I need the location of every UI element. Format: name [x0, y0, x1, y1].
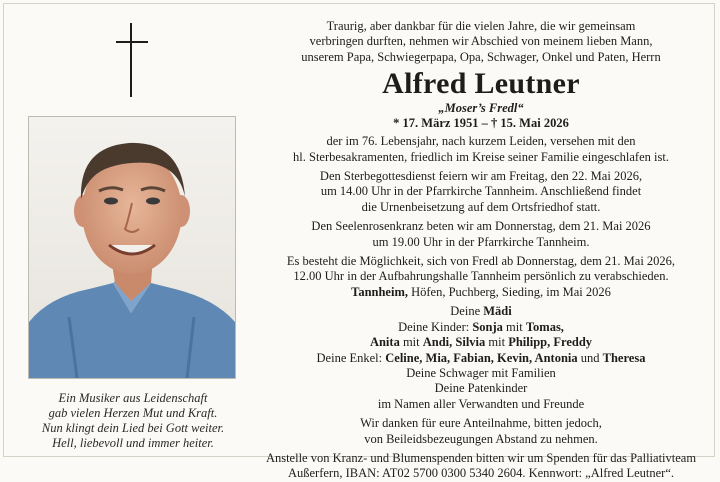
verse-line: Hell, liebevoll und immer heiter.: [52, 436, 214, 450]
grandchild-name: Theresa: [602, 350, 646, 365]
connector: und: [577, 350, 603, 365]
connector: mit: [399, 335, 423, 350]
partner-name: Andi,: [422, 335, 453, 350]
portrait-photo: [28, 116, 236, 379]
farewell-line: Es besteht die Möglichkeit, sich von Fredl ab Donnerstag, dem 21. Mai 2026,: [286, 254, 676, 269]
death-notice-line: hl. Sterbesakramenten, friedlich im Kreise seiner Familie eingeschlafen ist.: [293, 149, 669, 164]
deceased-name: Alfred Leutner: [382, 67, 580, 101]
rosary-line: Den Seelenrosenkranz beten wir am Donnerstag, dem 21. Mai 2026: [311, 219, 651, 234]
family-children: [244, 320, 718, 335]
place-rest: Höfen, Puchberg, Sieding, im Mai 2026: [407, 284, 611, 299]
death-notice-line: der im 76. Lebensjahr, nach kurzem Leiden, versehen mit den: [326, 134, 636, 149]
obituary-card: [3, 3, 715, 481]
farewell-line: 12.00 Uhr in der Aufbahrungshalle Tannheim persönlich zu verabschieden.: [293, 269, 669, 284]
obituary-text: [244, 19, 718, 482]
life-dates: * 17. März 1951 – † 15. Mai 2026: [393, 116, 569, 131]
family-relatives: im Namen aller Verwandten und Freunde: [377, 396, 585, 411]
memorial-verse: [18, 391, 248, 451]
verse-line: Ein Musiker aus Leidenschaft: [58, 391, 208, 405]
family-children: [244, 335, 718, 350]
rosary-line: um 19.00 Uhr in der Pfarrkirche Tannheim.: [372, 234, 590, 249]
child-name: Silvia: [455, 335, 486, 350]
label: Deine Enkel:: [316, 350, 386, 365]
closing-line: von Beileidsbezeugungen Abstand zu nehmen.: [364, 431, 598, 446]
partner-name: Tomas,: [525, 319, 564, 334]
connector: mit: [485, 335, 509, 350]
cross-icon: [116, 23, 148, 97]
child-name: Sonja: [472, 319, 503, 334]
nickname: „Moser’s Fredl“: [438, 101, 524, 116]
grandchildren-names: Celine, Mia, Fabian, Kevin, Antonia: [385, 350, 578, 365]
place-date: [244, 285, 718, 300]
partner-name: Philipp, Freddy: [508, 335, 593, 350]
donation-line: Anstelle von Kranz- und Blumenspenden bitten wir um Spenden für das Palliativteam: [265, 450, 697, 465]
verse-line: gab vielen Herzen Mut und Kraft.: [48, 406, 218, 420]
child-name: Anita: [369, 335, 400, 350]
intro-line: unserem Papa, Schwiegerpapa, Opa, Schwager, Onkel und Paten, Herrn: [301, 49, 661, 64]
funeral-line: Den Sterbegottesdienst feiern wir am Freitag, den 22. Mai 2026,: [319, 169, 643, 184]
label: Deine Kinder:: [398, 319, 473, 334]
place-bold: Tannheim,: [351, 284, 408, 299]
intro-line: verbringen durften, nehmen wir Abschied von meinem lieben Mann,: [309, 34, 653, 49]
label: Deine: [450, 304, 484, 319]
donation-line: Außerfern, IBAN: AT02 5700 0300 5340 2604. Kennwort: „Alfred Leutner“.: [287, 466, 675, 481]
family-in-laws: Deine Schwager mit Familien: [406, 365, 556, 380]
funeral-line: um 14.00 Uhr in der Pfarrkirche Tannheim. Anschließend findet: [320, 184, 642, 199]
connector: mit: [502, 319, 526, 334]
closing-line: Wir danken für eure Anteilnahme, bitten jedoch,: [360, 416, 602, 431]
funeral-line: die Urnenbeisetzung auf dem Ortsfriedhof statt.: [361, 199, 601, 214]
intro-line: Traurig, aber dankbar für die vielen Jahre, die wir gemeinsam: [326, 19, 636, 33]
wife-name: Mädi: [483, 304, 512, 319]
family-wife: [244, 304, 718, 319]
verse-line: Nun klingt dein Lied bei Gott weiter.: [41, 421, 225, 435]
family-godchildren: Deine Patenkinder: [434, 381, 528, 396]
family-grandchildren: [244, 351, 718, 366]
